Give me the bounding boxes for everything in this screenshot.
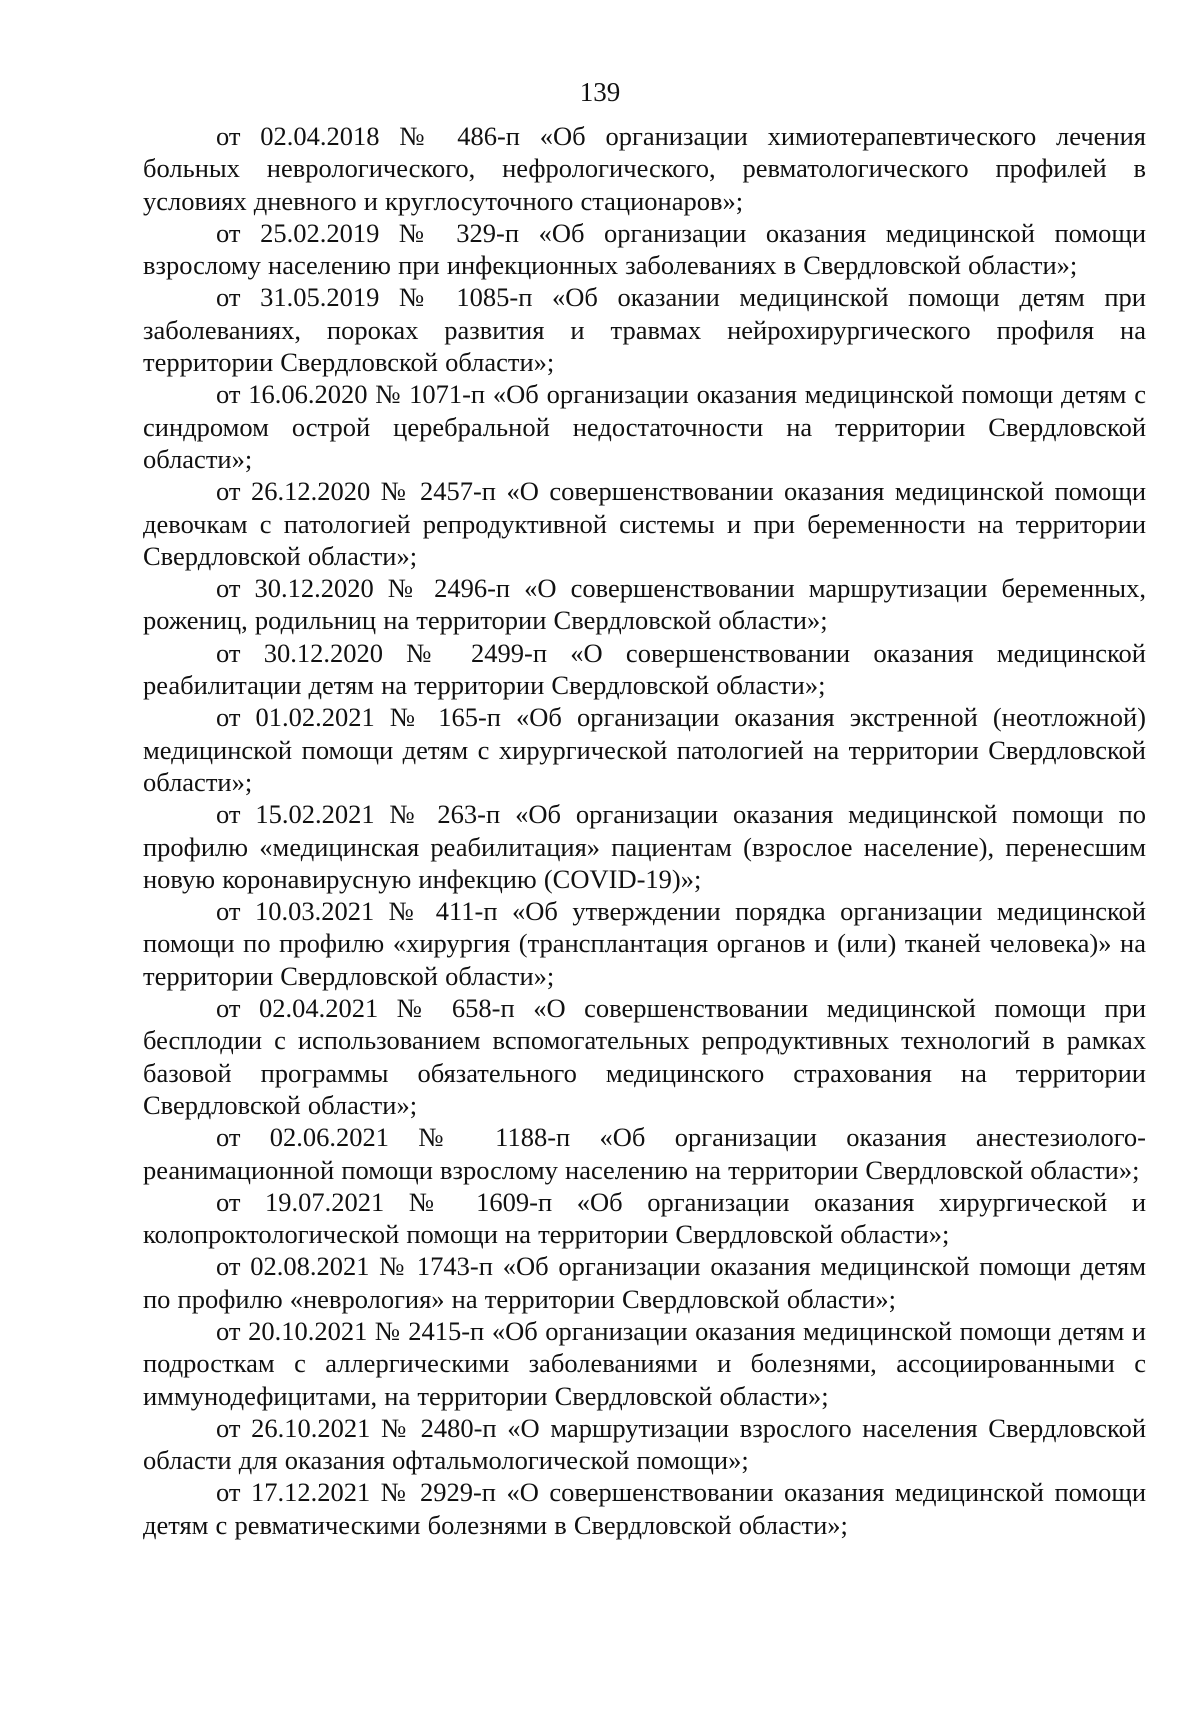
list-item: от 15.02.2021 № 263-п «Об организации оказания медицинской помощи по профилю «медицинская реабилитация» пациентам (взрослое население), перенесшим новую коронавирусную инфекцию (COVID-19)»; [143,799,1146,894]
list-item: от 20.10.2021 № 2415-п «Об организации оказания медицинской помощи детям и подросткам с аллергическими заболеваниями и болезнями, ассоциированными с иммунодефицитами, на территории Свердловской области»; [143,1315,1146,1411]
list-item: от 26.10.2021 № 2480-п «О маршрутизации взрослого населения Свердловской области для оказания офтальмологической помощи»; [143,1412,1146,1476]
list-item: от 02.06.2021 № 1188-п «Об организации оказания анестезиолого-реанимационной помощи взрослому населению на территории Свердловской области»; [143,1122,1146,1185]
list-item: от 16.06.2020 № 1071-п «Об организации оказания медицинской помощи детям с синдромом острой церебральной недостаточности на территории Свердловской области»; [143,379,1146,474]
list-item: от 19.07.2021 № 1609-п «Об организации оказания хирургической и колопроктологической помощи на территории Свердловской области»; [143,1186,1146,1250]
list-item: от 02.08.2021 № 1743-п «Об организации оказания медицинской помощи детям по профилю «неврология» на территории Свердловской области»; [143,1251,1146,1314]
list-item: от 01.02.2021 № 165-п «Об организации оказания экстренной (неотложной) медицинской помощи детям с хирургической патологией на территории Свердловской области»; [143,702,1146,797]
list-item: от 25.02.2019 № 329-п «Об организации оказания медицинской помощи взрослому населению при инфекционных заболеваниях в Свердловской области»; [143,217,1146,281]
list-item: от 30.12.2020 № 2499-п «О совершенствовании оказания медицинской реабилитации детям на территории Свердловской области»; [143,637,1146,701]
list-item: от 31.05.2019 № 1085-п «Об оказании медицинской помощи детям при заболеваниях, пороках развития и травмах нейрохирургического профиля на территории Свердловской области»; [143,282,1146,378]
list-item: от 10.03.2021 № 411-п «Об утверждении порядка организации медицинской помощи по профилю «хирургия (трансплантация органов и (или) тканей человека)» на территории Свердловской области»; [143,896,1146,991]
list-item: от 26.12.2020 № 2457-п «О совершенствовании оказания медицинской помощи девочкам с патологией репродуктивной системы и при беременности на территории Свердловской области»; [143,476,1146,571]
list-item: от 02.04.2021 № 658-п «О совершенствовании медицинской помощи при бесплодии с использованием вспомогательных репродуктивных технологий в рамках базовой программы обязательного медицинского страхования на территории Свердловской области»; [143,993,1146,1120]
list-item: от 02.04.2018 № 486-п «Об организации химиотерапевтического лечения больных неврологического, нефрологического, ревматологического профилей в условиях дневного и круглосуточного стационаров»; [143,121,1146,216]
document-body [143,120,1146,1541]
list-item: от 30.12.2020 № 2496-п «О совершенствовании маршрутизации беременных, рожениц, родильниц на территории Свердловской области»; [143,573,1146,636]
list-item: от 17.12.2021 № 2929-п «О совершенствовании оказания медицинской помощи детям с ревматическими болезнями в Свердловской области»; [143,1477,1146,1540]
page-number: 139 [579,77,621,107]
